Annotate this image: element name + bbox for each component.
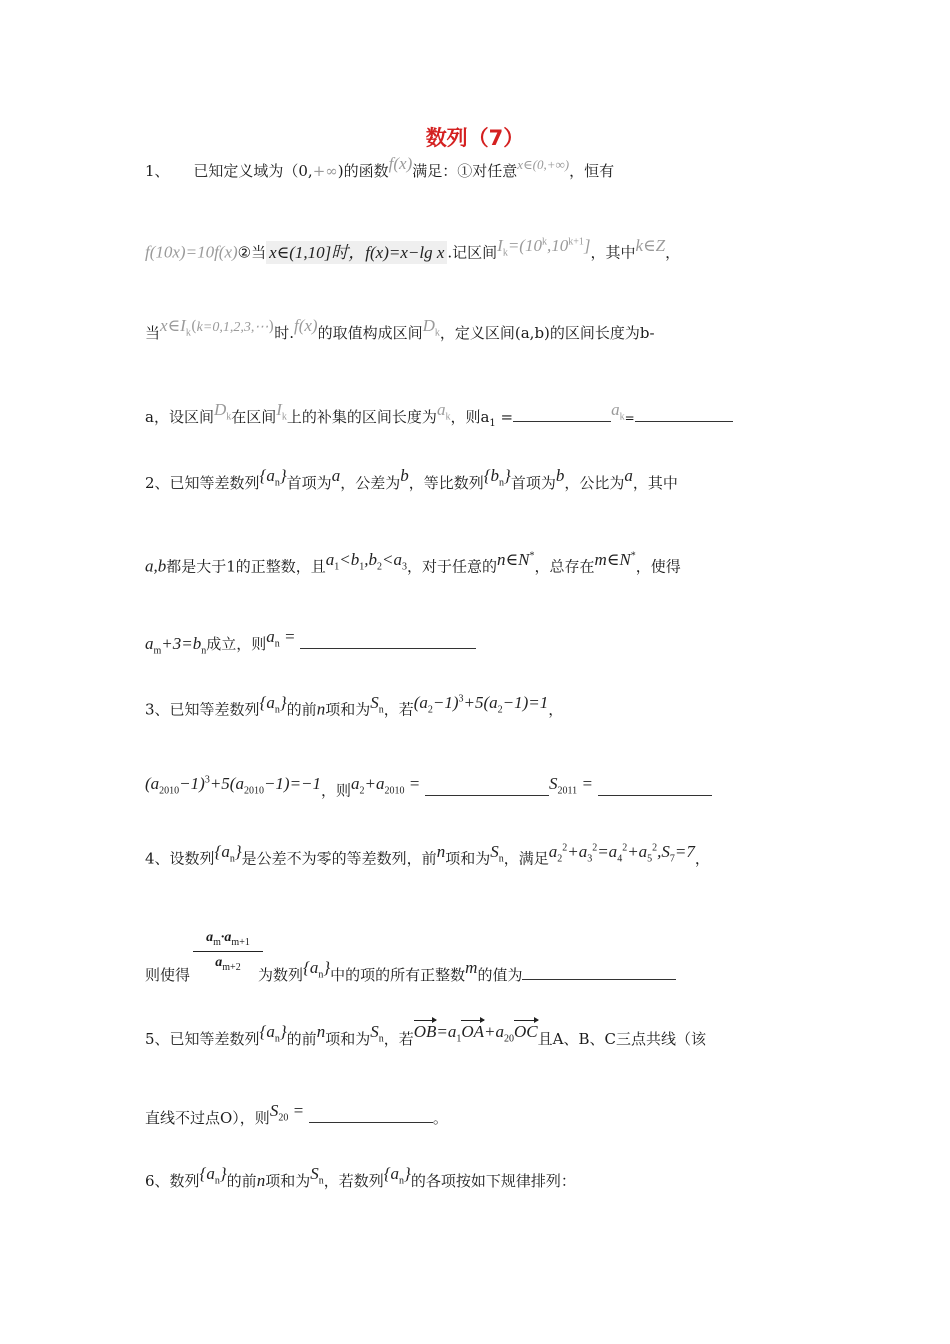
q1-line-4: a，设区间$D_k$在区间$I_k$上的补集的区间长度为$a_k$，则$a_1 = a_k=$: [145, 405, 733, 427]
answer-blank[interactable]: [300, 632, 476, 649]
q5-line-1: 5、已知等差数列$\{a_n\}$的前n项和为$S_n$，若$OB=a_1OA+a_{20}OC$且A、B、C三点共线（该: [145, 1022, 706, 1048]
fraction-expression: $\frac{a_m\cdot a_{m+1}}{a_{m+2}}$: [193, 930, 263, 973]
page-title: 数列（7）: [425, 126, 525, 150]
q6-line-1: 6、数列$\{a_n\}$的前n项和为$S_n$，若数列$\{a_n\}$的各项按如下规律排列：: [145, 1164, 576, 1190]
q2-line-3: $a_m+3=b_n$成立，则$a_n$ =: [145, 632, 476, 654]
answer-blank[interactable]: [309, 1106, 433, 1123]
q3-line-2: $(a_{2010}-1)^3+5(a_{2010}-1)=-1$，则$a_2+a_{2010} = S_{2011}$ =: [145, 776, 712, 798]
q1-line-3: 当$x\in I_k(k=0,1,2,3,\cdots)$时.f(x)的取值构成区间$D_k$，定义区间(a,b)的区间长度为b-: [145, 316, 655, 342]
q2-line-2: a,b都是大于1的正整数，且$a_1<b_1,b_2<a_3$，对于任意的n∈N*，总存在m∈N*，使得: [145, 549, 681, 576]
answer-blank[interactable]: [635, 405, 733, 422]
question-number: 1、: [145, 162, 170, 180]
q3-line-1: 3、已知等差数列$\{a_n\}$的前n项和为$S_n$，若$(a_2-1)^3+5(a_2-1)=1$，: [145, 692, 564, 719]
q1-line-2: f(10x)=10f(x)②当 x∈(1,10]时，f(x)=x−lg x .记区间$I_k=(10^k,10^{k+1}]$，其中k∈Z，: [145, 235, 681, 262]
q4-line-1: 4、设数列$\{a_n\}$是公差不为零的等差数列，前n项和为$S_n$，满足$a_2^2+a_3^2=a_4^2+a_5^2,S_7=7$，: [145, 841, 710, 868]
q2-line-1: 2、已知等差数列$\{a_n\}$首项为a，公差为b，等比数列$\{b_n\}$首项为b，公比为a，其中: [145, 466, 678, 492]
answer-blank[interactable]: [598, 779, 712, 796]
answer-blank[interactable]: [522, 963, 676, 980]
q5-line-2: 直线不过点O），则$S_{20}$ = 。: [145, 1101, 448, 1127]
q1-line-1: 1、 已知定义域为（0,+∞)的函数f(x)满足：①对任意x∈(0,+∞)，恒有: [145, 154, 615, 180]
answer-blank[interactable]: [513, 405, 611, 422]
answer-blank[interactable]: [425, 779, 549, 796]
q4-line-2: 则使得 为数列$\{a_n\}$中的项的所有正整数m的值为: [145, 963, 676, 985]
